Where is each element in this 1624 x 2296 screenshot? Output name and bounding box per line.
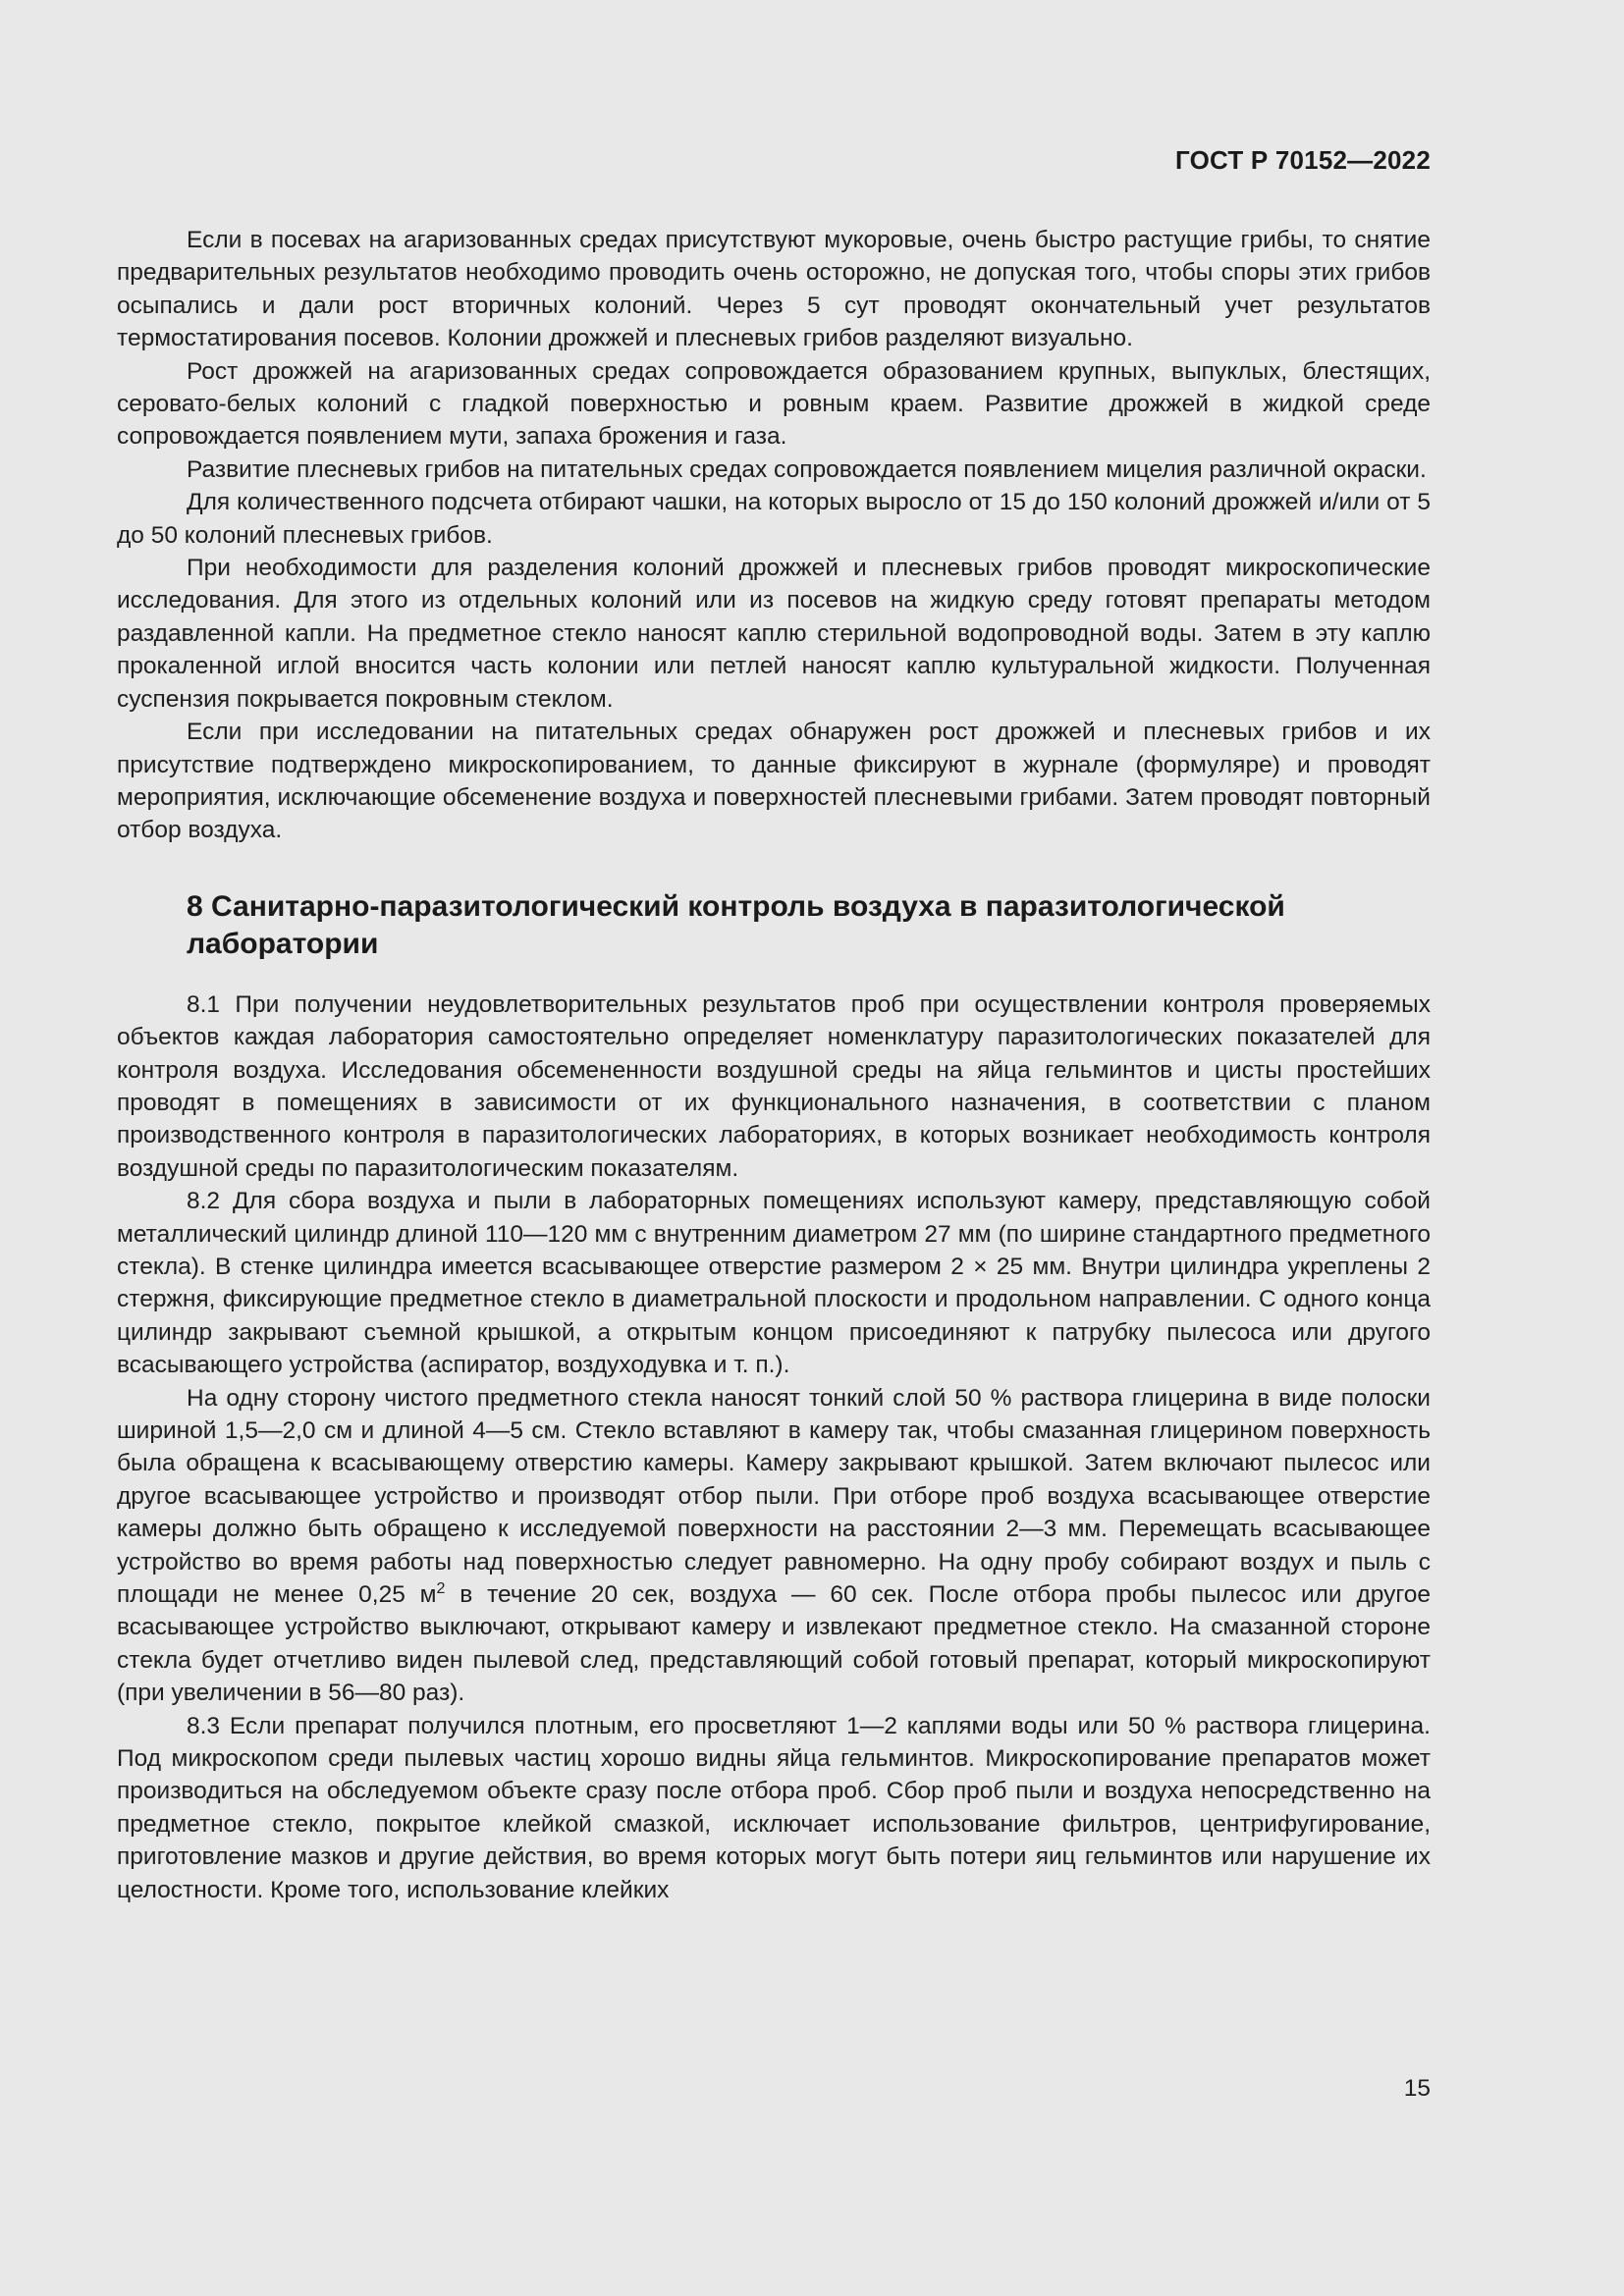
body-paragraph: Рост дрожжей на агаризованных средах сопровождается образованием крупных, выпуклых, блестящих, серовато-белых колоний с гладкой поверхностью и ровным краем. Развитие дрожжей в жидкой среде сопровождается появлением мути, запаха брожения и газа. bbox=[117, 357, 1431, 451]
page-number: 15 bbox=[1403, 2075, 1431, 2102]
paragraph-text-after-superscript: в течение 20 сек, воздуха — 60 сек. После отбора пробы пылесос или другое всасывающее устройство выключают, открывают камеру и извлекают предметное стекло. На смазанной стороне стекла будет отчетливо виден пылевой след, представляющий собой готовый препарат, который микроскопируют (при увеличении в 56—80 раз). bbox=[117, 1581, 1431, 1707]
body-paragraph: Развитие плесневых грибов на питательных средах сопровождается появлением мицелия различной окраски. bbox=[187, 455, 1427, 483]
standard-code-header: ГОСТ Р 70152—2022 bbox=[1175, 145, 1431, 175]
body-paragraph: Если при исследовании на питательных средах обнаружен рост дрожжей и плесневых грибов и их присутствие подтверждено микроскопированием, то данные фиксируют в журнале (формуляре) и проводят мероприятия, исключающие обсеменение воздуха и поверхностей плесневыми грибами. Затем проводят повторный отбор воздуха. bbox=[117, 719, 1431, 844]
area-unit-superscript: 2 bbox=[436, 1580, 446, 1598]
body-paragraph-glycerin bbox=[117, 1382, 1431, 1710]
body-paragraph: При необходимости для разделения колоний дрожжей и плесневых грибов проводят микроскопические исследования. Для этого из отдельных колоний или из посевов на жидкую среду готовят препараты методом раздавленной капли. На предметное стекло наносят каплю стерильной водопроводной воды. Затем в эту каплю прокаленной иглой вносится часть колонии или петлей наносят каплю культуральной жидкости. Полученная суспензия покрывается покровным стеклом. bbox=[117, 555, 1431, 713]
body-paragraph: Для количественного подсчета отбирают чашки, на которых выросло от 15 до 150 колоний дрожжей и/или от 5 до 50 колоний плесневых грибов. bbox=[117, 489, 1431, 549]
body-paragraph: 8.1 При получении неудовлетворительных результатов проб при осуществлении контроля проверяемых объектов каждая лаборатория самостоятельно определяет номенклатуру паразитологических показателей для контроля воздуха. Исследования обсемененности воздушной среды на яйца гельминтов и цисты простейших проводят в помещениях в зависимости от их функционального назначения, в соответствии с планом производственного контроля в паразитологических лабораториях, в которых возникает необходимость контроля воздушной среды по паразитологическим показателям. bbox=[117, 990, 1431, 1182]
body-paragraph: 8.2 Для сбора воздуха и пыли в лабораторных помещениях используют камеру, представляющую собой металлический цилиндр длиной 110—120 мм с внутренним диаметром 27 мм (по ширине стандартного предметного стекла). В стенке цилиндра имеется всасывающее отверстие размером 2 × 25 мм. Внутри цилиндра укреплены 2 стержня, фиксирующие предметное стекло в диаметральной плоскости и продольном направлении. С одного конца цилиндр закрывают съемной крышкой, а открытым концом присоединяют к патрубку пылесоса или другого всасывающего устройства (аспиратор, воздуходувка и т. п.). bbox=[117, 1188, 1431, 1379]
body-paragraph: 8.3 Если препарат получился плотным, его просветляют 1—2 каплями воды или 50 % раствора глицерина. Под микроскопом среди пылевых частиц хорошо видны яйца гельминтов. Микроскопирование препаратов может производиться на обследуемом объекте сразу после отбора проб. Сбор проб пыли и воздуха непосредственно на предметное стекло, покрытое клейкой смазкой, исключает использование фильтров, центрифугирование, приготовление мазков и другие действия, во время которых могут быть потери яиц гельминтов или нарушение их целостности. Кроме того, использование клейких bbox=[117, 1712, 1431, 1903]
body-paragraph: Если в посевах на агаризованных средах присутствуют мукоровые, очень быстро растущие грибы, то снятие предварительных результатов необходимо проводить очень осторожно, не допуская того, чтобы споры этих грибов осыпались и дали рост вторичных колоний. Через 5 сут проводят окончательный учет результатов термостатирования посевов. Колонии дрожжей и плесневых грибов разделяют визуально. bbox=[117, 227, 1431, 352]
section-heading: 8 Санитарно-паразитологический контроль воздуха в паразитологической лаборатории bbox=[187, 889, 1285, 960]
page-body bbox=[117, 224, 1431, 1906]
paragraph-text-before-superscript: На одну сторону чистого предметного стекла наносят тонкий слой 50 % раствора глицерина в виде полоски шириной 1,5—2,0 см и длиной 4—5 см. Стекло вставляют в камеру так, чтобы смазанная глицерином поверхность была обращена к всасывающему отверстию камеры. Камеру закрывают крышкой. Затем включают пылесос или другое всасывающее устройство и производят отбор пыли. При отборе проб воздуха всасывающее отверстие камеры должно быть обращено к исследуемой поверхности на расстоянии 2—3 мм. Перемещать всасывающее устройство во время работы над поверхностью следует равномерно. На одну пробу собирают воздух и пыль с площади не менее 0,25 м bbox=[117, 1384, 1431, 1609]
